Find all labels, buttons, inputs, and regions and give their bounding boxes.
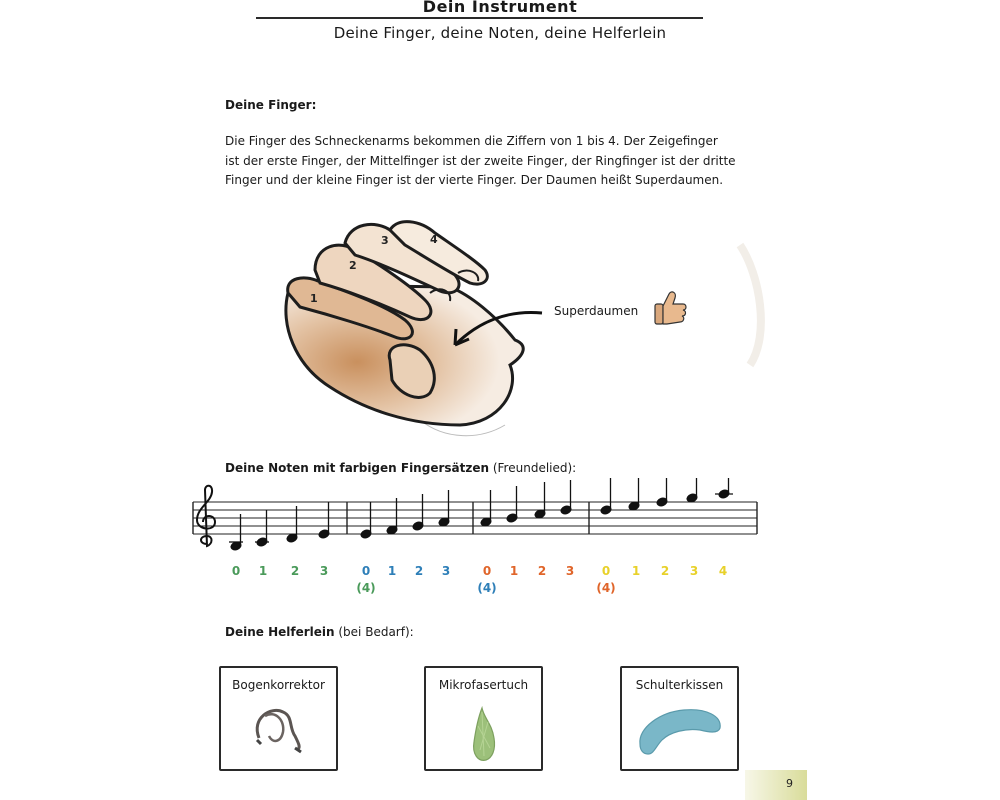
cloth-icon [426, 698, 541, 768]
notes-heading-bold: Deine Noten mit farbigen Fingersätzen [225, 461, 490, 475]
fingering-number: 0 [361, 564, 371, 578]
finger-number-2: 2 [349, 259, 357, 272]
helper-label: Schulterkissen [635, 678, 724, 692]
helper-label: Bogenkorrektor [232, 678, 325, 692]
thumbs-up-icon [655, 292, 686, 324]
helper-card-mikrofasertuch [424, 666, 543, 771]
fingering-number: 0 [482, 564, 492, 578]
fingering-number: 1 [387, 564, 397, 578]
fingering-number: 2 [537, 564, 547, 578]
helpers-heading-bold: Deine Helferlein [225, 625, 335, 639]
paragraph-line: ist der erste Finger, der Mittelfinger ist der zweite Finger, der Ringfinger ist der dritte [225, 153, 736, 168]
fingers-paragraph [225, 132, 765, 191]
music-staff [185, 478, 765, 560]
fingering-number: 0 [231, 564, 241, 578]
helpers-heading-normal: (bei Bedarf): [334, 625, 414, 639]
fingering-number: 0 [601, 564, 611, 578]
fingering-number: 3 [565, 564, 575, 578]
page-subtitle: Deine Finger, deine Noten, deine Helferlein [333, 24, 667, 42]
fingering-number: 3 [319, 564, 329, 578]
treble-clef-icon [197, 486, 215, 546]
page-number: 9 [786, 777, 793, 790]
alternate-fingering: (4) [596, 581, 616, 595]
fingering-number: 1 [509, 564, 519, 578]
alternate-fingering: (4) [477, 581, 497, 595]
fingering-number: 1 [631, 564, 641, 578]
page-title: Dein Instrument [422, 0, 578, 16]
fingering-number: 3 [441, 564, 451, 578]
fingering-number: 2 [290, 564, 300, 578]
finger-number-3: 3 [381, 234, 389, 247]
fingering-number: 2 [414, 564, 424, 578]
paragraph-line: Finger und der kleine Finger ist der vierte Finger. Der Daumen heißt Superdaumen. [225, 173, 724, 187]
helper-card-bogenkorrektor [219, 666, 338, 771]
fingers-heading: Deine Finger: [225, 98, 317, 112]
fingering-number: 3 [689, 564, 699, 578]
alternate-fingering: (4) [356, 581, 376, 595]
fingering-number: 1 [258, 564, 268, 578]
page-number-box [745, 770, 807, 800]
paragraph-line: Die Finger des Schneckenarms bekommen die Ziffern von 1 bis 4. Der Zeigefinger [225, 134, 718, 148]
finger-number-4: 4 [430, 233, 438, 246]
finger-number-1: 1 [310, 292, 318, 305]
shoulder-pillow-icon [622, 698, 737, 768]
fingering-number: 4 [718, 564, 728, 578]
notes-heading-normal: (Freundelied): [489, 461, 577, 475]
helper-label: Mikrofasertuch [438, 678, 529, 692]
helpers-heading [225, 625, 414, 639]
title-underline [256, 17, 703, 19]
superdaumen-label: Superdaumen [554, 304, 639, 318]
notes-heading [225, 461, 576, 475]
bow-corrector-icon [221, 698, 336, 768]
fingering-number: 2 [660, 564, 670, 578]
hand-illustration [270, 215, 790, 445]
staff-lines [193, 502, 757, 534]
helper-card-schulterkissen [620, 666, 739, 771]
notes-group [229, 478, 733, 551]
